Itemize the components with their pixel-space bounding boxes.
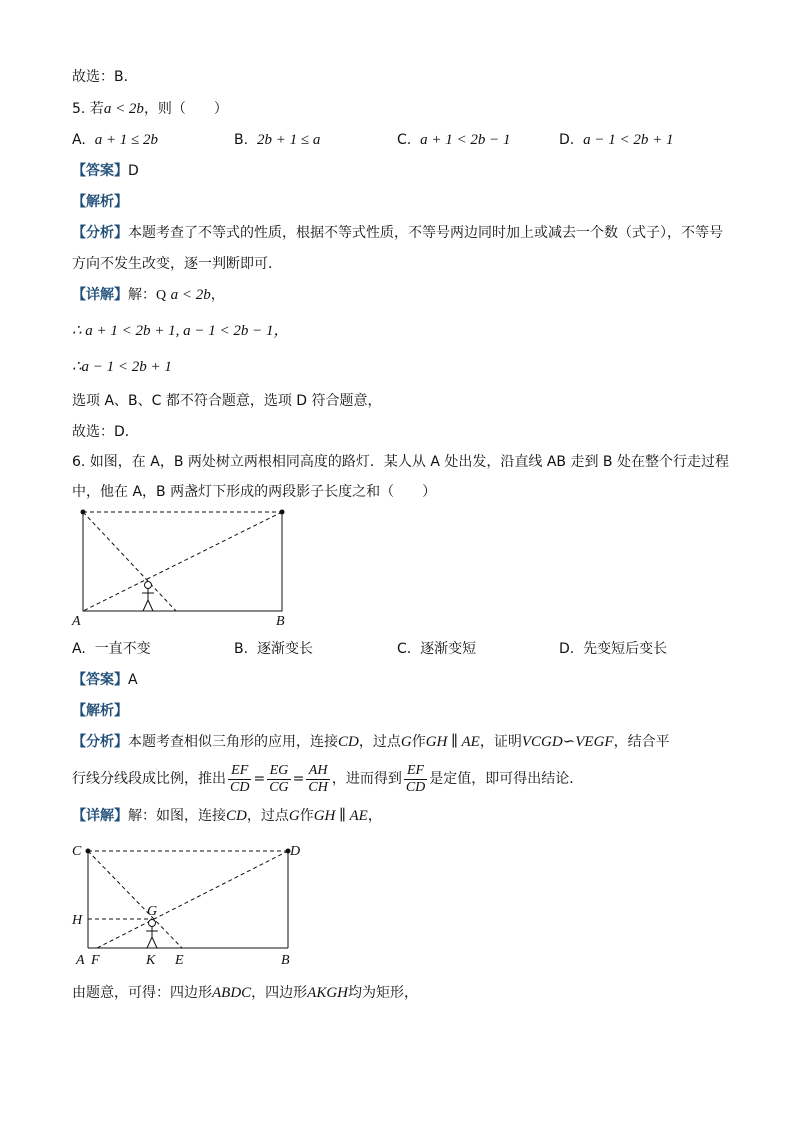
- q5-option-d-letter: D.: [559, 132, 575, 148]
- q5-stem-text: 5. 若: [72, 101, 104, 117]
- q6-option-c-text: 逐渐变短: [420, 641, 477, 657]
- q5-detail: [72, 285, 225, 306]
- q6-fenxi-line2-text-a: 行线分线段成比例，推出: [72, 771, 226, 787]
- q6-frac-ef-cd-2: [404, 763, 427, 796]
- q6-last-text-c: 均为矩形，: [348, 985, 419, 1001]
- q6-detail-ghae: GH ∥ AE: [313, 808, 368, 824]
- q5-step1: [72, 321, 289, 341]
- q6-analysis-tag: 【解析】: [72, 703, 128, 719]
- q5-option-b-letter: B.: [234, 132, 249, 148]
- q5-analysis-heading: [72, 192, 128, 212]
- q5-answer-value: D: [128, 163, 139, 179]
- q6-fenxi-line2-text-c: 是定值，即可得出结论．: [429, 771, 584, 787]
- q6-last-text-a: 由题意，可得：四边形: [72, 985, 212, 1001]
- fig2-ray-ce: [88, 851, 182, 948]
- q6-fenxi-similar: VCGD∽VEGF: [521, 734, 614, 750]
- q6-frac3-den: CH: [308, 779, 328, 795]
- q6-fenxi-text-a: 本题考查相似三角形的应用，连接: [128, 734, 338, 750]
- q6-option-b: [234, 639, 313, 659]
- q5-option-c-letter: C.: [397, 132, 412, 148]
- q6-answer-tag: 【答案】: [72, 672, 128, 688]
- fig1-light-b-ray: [83, 512, 282, 611]
- q6-last-abdc: ABDC: [212, 985, 252, 1001]
- q6-fenxi-g: G: [400, 734, 412, 750]
- q5-option-c: [397, 130, 511, 150]
- fig2-label-f: F: [91, 953, 100, 968]
- q5-option-d-text: a − 1 < 2b + 1: [583, 132, 674, 148]
- fig2-label-b: B: [281, 953, 290, 968]
- q6-option-b-text: 逐渐变长: [256, 641, 313, 657]
- q5-option-b: [234, 130, 320, 150]
- fig1-label-a: A: [72, 614, 81, 629]
- q6-detail-cd: CD: [226, 808, 247, 824]
- q6-frac1-den: CD: [230, 779, 250, 795]
- q6-fenxi-line2: [72, 760, 583, 798]
- q6-eq1: =: [253, 771, 266, 787]
- fig2-label-e: E: [175, 953, 184, 968]
- q5-option-a: [72, 130, 158, 150]
- fig2-label-d: D: [290, 844, 301, 859]
- q6-fenxi-text-b: ，过点: [358, 734, 401, 750]
- q6-option-a-letter: A.: [72, 641, 86, 657]
- q6-option-c-letter: C.: [397, 641, 412, 657]
- fig1-rectangle: [83, 512, 282, 611]
- fig1-light-a-ray: [83, 512, 176, 611]
- q5-option-a-text: a + 1 ≤ 2b: [94, 132, 159, 148]
- q5-step1-math: ∴ a + 1 < 2b + 1, a − 1 < 2b − 1，: [72, 323, 289, 339]
- q5-analysis-tag: 【解析】: [72, 194, 128, 210]
- q5-option-b-text: 2b + 1 ≤ a: [256, 132, 321, 148]
- q5-option-c-text: a + 1 < 2b − 1: [420, 132, 511, 148]
- q6-fenxi-line2-text-b: ，进而得到: [331, 771, 402, 787]
- q5-fenxi-line1: [72, 223, 723, 243]
- previous-choose-line: 故选：B．: [72, 69, 138, 85]
- q6-frac-ah-ch: [306, 763, 329, 796]
- q6-stem-line1: 6. 如图，在 A，B 两处树立两根相同高度的路灯．某人从 A 处出发，沿直线 AB 走到 B 处在整个行走过程: [72, 454, 729, 470]
- fig2-label-a: A: [76, 953, 85, 968]
- fig2-label-k: K: [146, 953, 156, 968]
- fig2-person: [146, 920, 158, 949]
- q5-fenxi-text1: 本题考查了不等式的性质，根据不等式性质，不等号两边同时加上或减去一个数（式子），不等号: [128, 225, 723, 241]
- q6-frac-eg-cg: [267, 763, 290, 796]
- q6-detail-text-a: 解：如图，连接: [128, 808, 226, 824]
- q6-option-b-letter: B.: [234, 641, 249, 657]
- q5-option-a-letter: A.: [72, 132, 86, 148]
- q6-eq2: =: [292, 771, 305, 787]
- q6-frac2-num: EG: [267, 763, 290, 780]
- q6-fenxi-text-e: ，结合平: [613, 734, 670, 750]
- q5-detail-math: a < 2b: [170, 287, 211, 303]
- q5-step2: [72, 357, 172, 377]
- q6-detail-text-b: ，过点: [246, 808, 289, 824]
- q6-frac3-num: AH: [306, 763, 329, 780]
- q6-fenxi-tag: 【分析】: [72, 734, 128, 750]
- q6-option-d-text: 先变短后变长: [583, 641, 668, 657]
- q6-frac4-num: EF: [404, 763, 427, 780]
- q5-detail-suffix: ，: [210, 287, 225, 303]
- q6-detail-tag: 【详解】: [72, 808, 128, 824]
- q6-options: [72, 639, 752, 659]
- q6-stem-line2: 中，他在 A，B 两盏灯下形成的两段影子长度之和（ ）: [72, 484, 437, 500]
- q6-analysis-heading: [72, 701, 128, 721]
- q6-frac-ef-cd: [228, 763, 251, 796]
- q5-detail-tag: 【详解】: [72, 287, 128, 303]
- q6-last-text-b: ，四边形: [251, 985, 308, 1001]
- q5-detail-glyph: Q: [156, 288, 167, 303]
- q5-answer-tag: 【答案】: [72, 163, 128, 179]
- q6-detail-text-d: ，: [367, 808, 382, 824]
- q5-options: [72, 130, 752, 150]
- q6-detail-g: G: [288, 808, 300, 824]
- q5-conclusion: 选项 A、B、C 都不符合题意，选项 D 符合题意，: [72, 393, 382, 409]
- q5-step2-math: ∴a − 1 < 2b + 1: [72, 359, 172, 375]
- fig1-lamp-b: [280, 510, 285, 515]
- q6-answer: [72, 670, 138, 690]
- q6-fenxi-cd: CD: [338, 734, 359, 750]
- q5-option-d: [559, 130, 674, 150]
- q6-last-line: [72, 983, 418, 1003]
- q5-stem-math: a < 2b: [103, 101, 144, 117]
- fig1-label-b: B: [276, 614, 285, 629]
- fig2-point-c: [86, 849, 91, 854]
- fig2-label-h: H: [72, 913, 83, 928]
- fig1-lamp-a: [81, 510, 86, 515]
- q5-stem: [72, 99, 228, 119]
- q6-last-akgh: AKGH: [307, 985, 349, 1001]
- q6-frac4-den: CD: [405, 779, 426, 795]
- q6-option-d-letter: D.: [559, 641, 575, 657]
- fig2-label-g: G: [147, 904, 158, 919]
- q5-answer: [72, 161, 139, 181]
- q6-option-a: [72, 639, 151, 659]
- q5-fenxi-line2: 方向不发生改变，逐一判断即可．: [72, 256, 282, 272]
- q6-fenxi-text-d: ，证明: [479, 734, 522, 750]
- q6-fenxi-ghae: GH ∥ AE: [425, 734, 480, 750]
- q6-answer-value: A: [128, 672, 138, 688]
- q6-option-a-text: 一直不变: [94, 641, 151, 657]
- q6-fenxi-line1: [72, 732, 670, 752]
- q5-stem-suffix: ，则（ ）: [143, 101, 228, 117]
- q5-fenxi-tag: 【分析】: [72, 225, 128, 241]
- q6-fenxi-text-c: 作: [411, 734, 426, 750]
- fig2-ray-df: [97, 851, 288, 948]
- q6-option-c: [397, 639, 476, 659]
- q6-frac2-den: CG: [269, 779, 289, 795]
- fig2-label-c: C: [72, 844, 82, 859]
- q5-choose: 故选：D．: [72, 424, 139, 440]
- q6-frac1-num: EF: [228, 763, 251, 780]
- q5-detail-text: 解：: [128, 287, 156, 303]
- q6-figure-2: [60, 836, 320, 971]
- q6-detail-text-c: 作: [299, 808, 314, 824]
- q6-option-d: [559, 639, 667, 659]
- q6-detail: [72, 806, 382, 826]
- q6-figure-1: [60, 500, 310, 630]
